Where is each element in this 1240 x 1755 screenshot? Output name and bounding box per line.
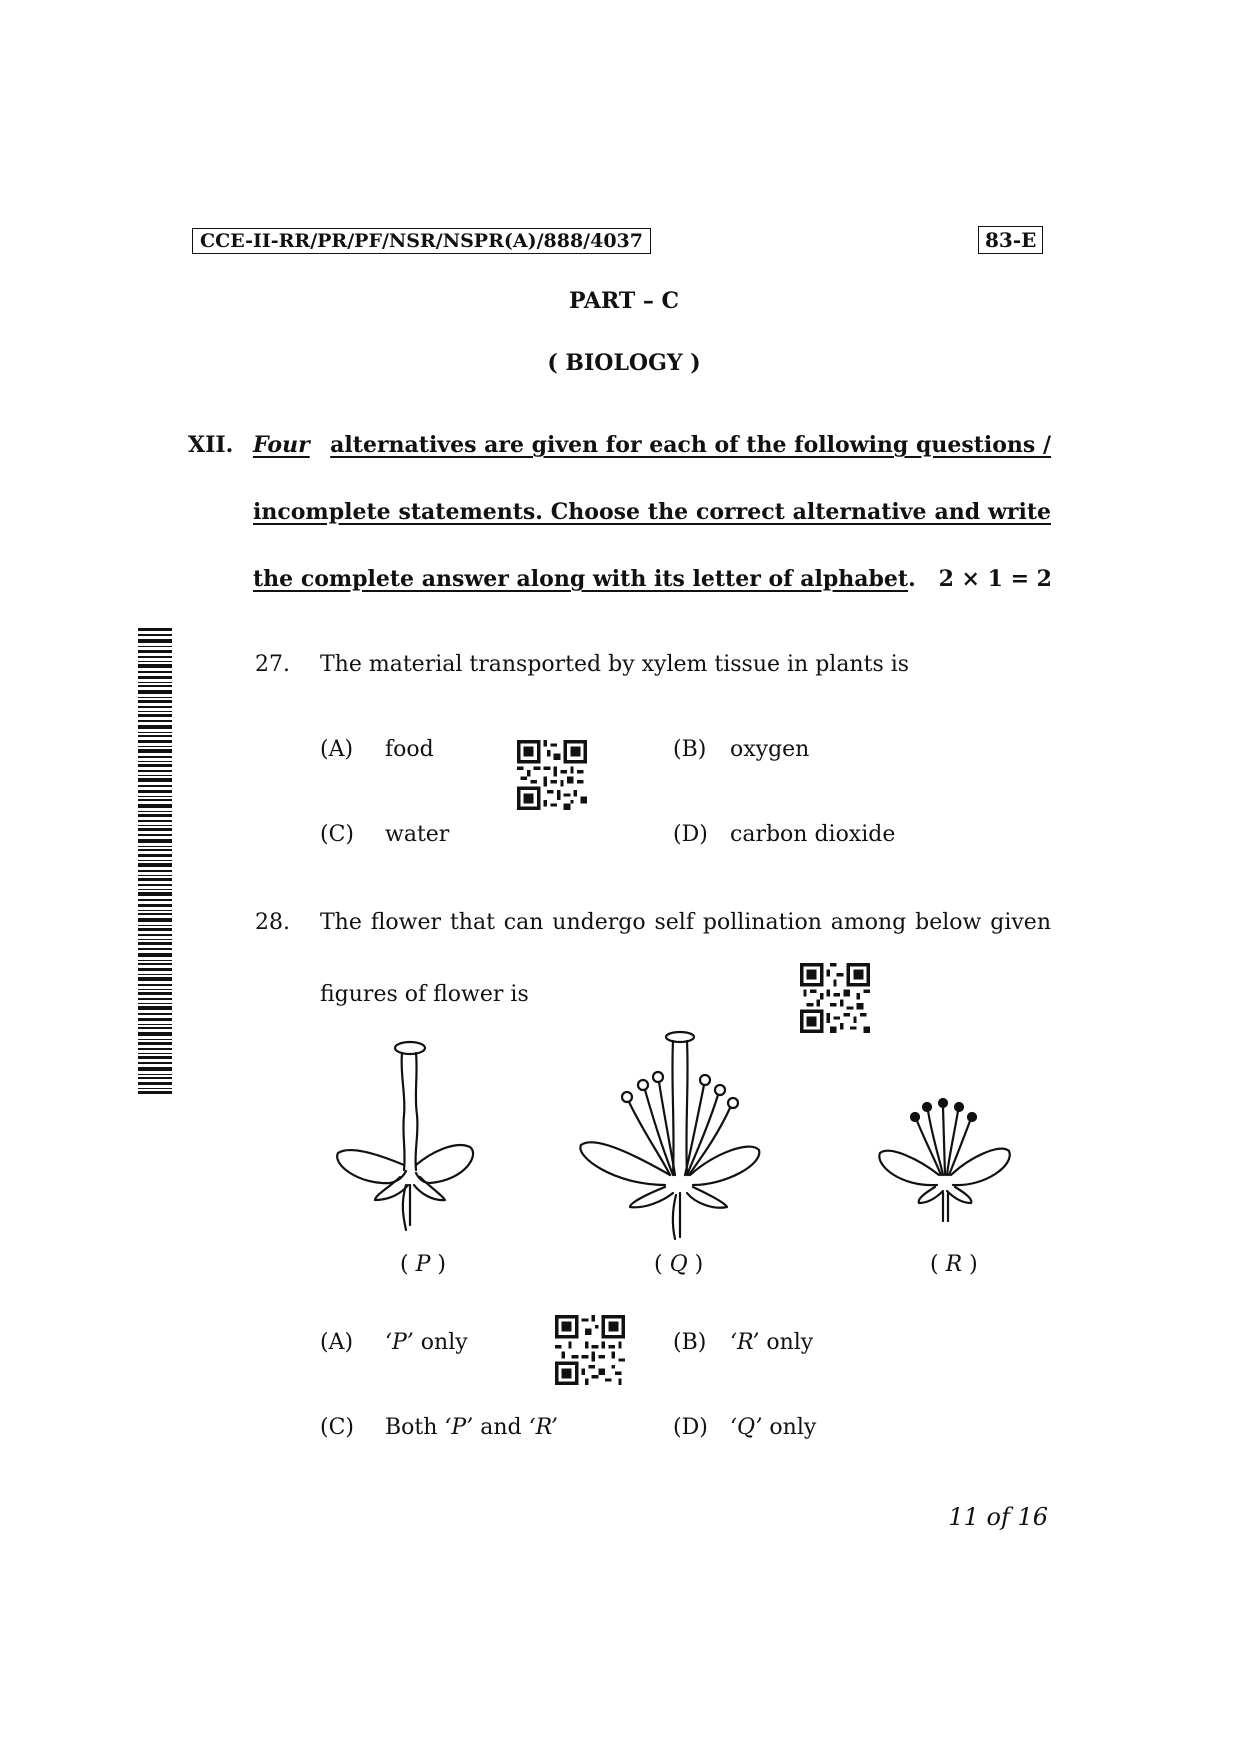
q27-option-c-letter: (C) bbox=[320, 822, 354, 847]
flower-figure-r bbox=[875, 1095, 1015, 1225]
q28-option-a-text bbox=[385, 1330, 468, 1355]
instruction-line-1 bbox=[253, 432, 1051, 458]
qr-code-icon bbox=[800, 963, 870, 1033]
question-28-text-line-1: The flower that can undergo self pollination among below given bbox=[320, 910, 1051, 935]
part-title bbox=[0, 288, 1240, 314]
figure-r-label: ( R ) bbox=[930, 1252, 978, 1277]
q28-option-b-suffix: only bbox=[759, 1330, 814, 1355]
instruction-line-3-end: . bbox=[908, 566, 916, 592]
q28-option-d-suffix: only bbox=[762, 1415, 817, 1440]
q27-option-b-letter: (B) bbox=[673, 737, 707, 762]
q28-option-d-figure: ‘Q’ bbox=[730, 1415, 763, 1440]
figure-p-letter: P bbox=[415, 1252, 431, 1277]
instruction-line-2-text: incomplete statements. Choose the correct alternative and write bbox=[253, 499, 1051, 525]
q28-option-a-figure: ‘P’ bbox=[385, 1330, 414, 1355]
section-number: XII. bbox=[188, 432, 234, 458]
figure-q-letter: Q bbox=[669, 1252, 688, 1277]
figure-r-letter: R bbox=[945, 1252, 963, 1277]
instruction-line-2 bbox=[253, 499, 1051, 525]
q28-option-c-letter: (C) bbox=[320, 1415, 354, 1440]
q27-option-a-letter: (A) bbox=[320, 737, 354, 762]
q27-option-d-letter: (D) bbox=[673, 822, 708, 847]
instruction-line-3-text: the complete answer along with its letter of alphabet bbox=[253, 566, 909, 592]
marks-allocation: 2 × 1 = 2 bbox=[938, 566, 1052, 592]
question-27-text: The material transported by xylem tissue in plants is bbox=[320, 652, 910, 677]
subject-title bbox=[0, 350, 1240, 376]
flower-figure-q bbox=[575, 1025, 765, 1245]
q28-option-c-prefix: Both bbox=[385, 1415, 445, 1440]
question-28-text-line-2: figures of flower is bbox=[320, 982, 529, 1007]
q28-option-c-figure-2: ‘R’ bbox=[528, 1415, 558, 1440]
part-title-text: PART – C bbox=[568, 288, 680, 314]
flower-figure-p bbox=[330, 1035, 490, 1235]
instruction-line-3 bbox=[253, 566, 1051, 592]
q28-option-b-figure: ‘R’ bbox=[730, 1330, 760, 1355]
q28-option-a-letter: (A) bbox=[320, 1330, 354, 1355]
q28-option-d-letter: (D) bbox=[673, 1415, 708, 1440]
q27-option-a-text: food bbox=[385, 737, 434, 762]
barcode-image bbox=[138, 628, 172, 1094]
qr-code-icon bbox=[517, 740, 587, 810]
figure-p-label: ( P ) bbox=[400, 1252, 446, 1277]
question-28-number: 28. bbox=[255, 910, 290, 935]
q28-option-d-text bbox=[730, 1415, 816, 1440]
instruction-line-1-text: alternatives are given for each of the following questions / bbox=[330, 432, 1051, 458]
q27-option-c-text: water bbox=[385, 822, 450, 847]
q28-option-a-suffix: only bbox=[413, 1330, 468, 1355]
q28-option-c-text bbox=[385, 1415, 558, 1440]
q27-option-d-text: carbon dioxide bbox=[730, 822, 896, 847]
paper-code: 83-E bbox=[978, 226, 1043, 254]
q27-option-b-text: oxygen bbox=[730, 737, 810, 762]
instruction-emphasis: Four bbox=[253, 432, 310, 458]
exam-code: CCE-II-RR/PR/PF/NSR/NSPR(A)/888/4037 bbox=[192, 228, 651, 254]
q28-option-b-text bbox=[730, 1330, 813, 1355]
q28-option-c-and: and bbox=[473, 1415, 529, 1440]
page-number: 11 of 16 bbox=[948, 1503, 1048, 1531]
q28-option-c-figure-1: ‘P’ bbox=[444, 1415, 474, 1440]
question-27-number: 27. bbox=[255, 652, 290, 677]
subject-title-text: ( BIOLOGY ) bbox=[547, 350, 701, 376]
qr-code-icon bbox=[555, 1315, 625, 1385]
figure-q-label: ( Q ) bbox=[654, 1252, 704, 1277]
q28-option-b-letter: (B) bbox=[673, 1330, 707, 1355]
